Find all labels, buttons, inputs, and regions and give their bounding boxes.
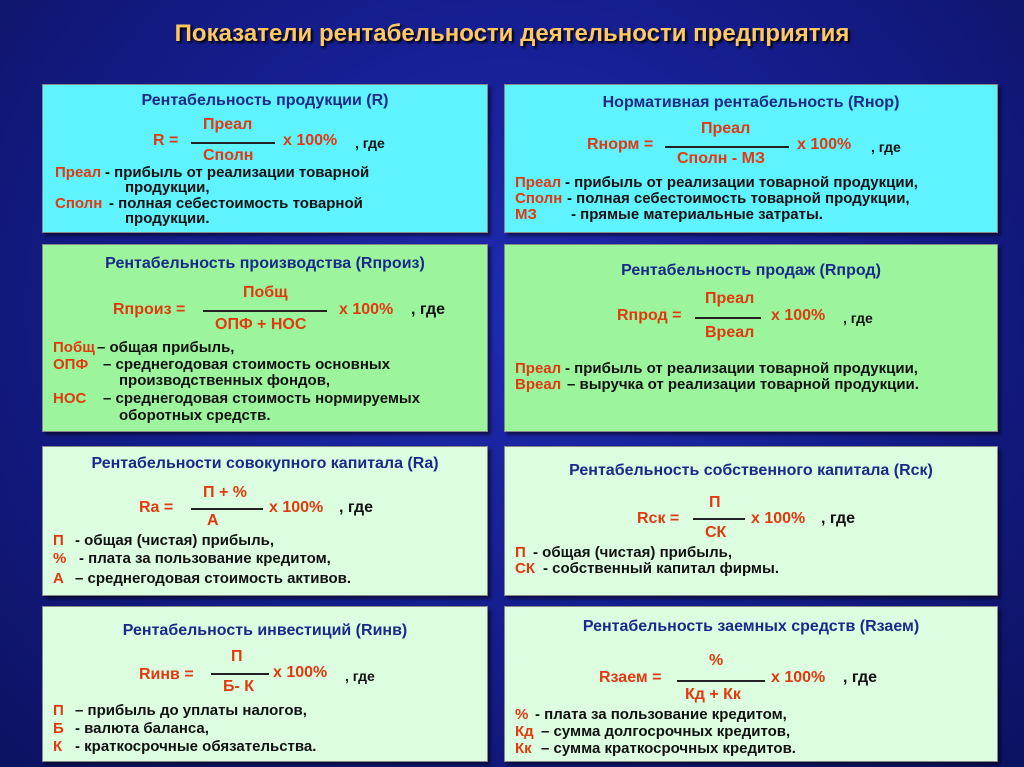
- def-text: - полная себестоимость товарной: [109, 195, 363, 212]
- def-text: продукции,: [125, 179, 210, 196]
- def-text: - валюта баланса,: [75, 720, 209, 737]
- formula-where: , где: [345, 668, 375, 684]
- def-text: - общая (чистая) прибыль,: [533, 544, 732, 561]
- def-symbol: Преал: [55, 164, 102, 181]
- card-total-capital-profitability: [42, 446, 488, 596]
- fraction-bar: [695, 317, 761, 319]
- def-text: - прибыль от реализации товарной продукции,: [565, 174, 918, 191]
- fraction-bar: [211, 673, 269, 675]
- formula-numerator: Преал: [701, 120, 751, 137]
- card-equity-profitability: [504, 446, 998, 596]
- def-symbol: НОС: [53, 390, 87, 407]
- formula-where: , где: [843, 310, 873, 326]
- card-production-profitability: [42, 244, 488, 432]
- def-text: оборотных средств.: [119, 407, 271, 424]
- def-symbol: Сполн: [515, 190, 563, 207]
- def-symbol: Кк: [515, 740, 532, 757]
- fraction-bar: [191, 508, 263, 510]
- formula-where: , где: [871, 139, 901, 155]
- formula-denominator: Сполн - МЗ: [677, 150, 765, 167]
- def-text: - собственный капитал фирмы.: [543, 560, 780, 577]
- def-text: – прибыль до уплаты налогов,: [75, 702, 307, 719]
- formula-where: , где: [339, 499, 373, 516]
- formula-multiplier: х 100%: [273, 664, 328, 681]
- def-symbol: %: [515, 706, 529, 723]
- formula-numerator: П: [231, 648, 243, 665]
- page-title: Показатели рентабельности деятельности предприятия: [174, 20, 850, 47]
- def-text: продукции.: [125, 210, 210, 227]
- formula-denominator: Вреал: [705, 324, 755, 341]
- formula-numerator: Преал: [705, 290, 755, 307]
- formula-multiplier: х 100%: [751, 510, 806, 527]
- def-symbol: Кд: [515, 723, 534, 740]
- formula-where: , где: [821, 510, 855, 527]
- def-symbol: П: [515, 544, 526, 561]
- formula-multiplier: х 100%: [283, 132, 338, 149]
- def-symbol: %: [53, 550, 67, 567]
- def-text: – общая прибыль,: [97, 339, 235, 356]
- formula-numerator: П + %: [203, 484, 247, 501]
- def-text: - прибыль от реализации товарной: [105, 164, 370, 181]
- def-symbol: Вреал: [515, 376, 562, 393]
- card-sales-profitability: [504, 244, 998, 432]
- def-text: - плата за пользование кредитом,: [535, 706, 787, 723]
- def-symbol: А: [53, 570, 64, 587]
- card-title: Рентабельность собственного капитала (Rск): [569, 462, 933, 479]
- card-title: Рентабельность инвестиций (Rинв): [122, 622, 408, 639]
- def-symbol: Сполн: [55, 195, 103, 212]
- def-text: - прибыль от реализации товарной продукции,: [565, 360, 918, 377]
- formula-lhs: R =: [153, 132, 179, 149]
- formula-lhs: Rпроиз =: [113, 301, 186, 318]
- formula-lhs: Rинв =: [139, 666, 194, 683]
- def-symbol: П: [53, 702, 64, 719]
- def-text: - полная себестоимость товарной продукции,: [567, 190, 910, 207]
- def-text: производственных фондов,: [119, 372, 331, 389]
- def-symbol: ОПФ: [53, 356, 89, 373]
- def-text: – сумма краткосрочных кредитов.: [541, 740, 796, 757]
- def-text: – среднегодовая стоимость нормируемых: [103, 390, 421, 407]
- fraction-bar: [665, 146, 789, 148]
- card-title: Рентабельность производства (Rпроиз): [105, 255, 425, 272]
- formula-lhs: Rпрод =: [617, 307, 682, 324]
- card-investment-profitability: [42, 606, 488, 762]
- fraction-bar: [191, 142, 275, 144]
- formula-multiplier: х 100%: [797, 136, 852, 153]
- formula-where: , где: [355, 135, 385, 151]
- def-text: - общая (чистая) прибыль,: [75, 532, 274, 549]
- formula-where: , где: [411, 301, 445, 318]
- def-text: – сумма долгосрочных кредитов,: [541, 723, 791, 740]
- formula-denominator: ОПФ + НОС: [215, 316, 307, 333]
- formula-multiplier: х 100%: [269, 499, 324, 516]
- formula-multiplier: х 100%: [339, 301, 394, 318]
- card-title: Рентабельность продукции (R): [141, 92, 389, 109]
- formula-lhs: Rнорм =: [587, 136, 654, 153]
- formula-multiplier: х 100%: [771, 307, 826, 324]
- def-text: – выручка от реализации товарной продукции.: [567, 376, 919, 393]
- def-text: - краткосрочные обязательства.: [75, 738, 317, 755]
- fraction-bar: [677, 680, 765, 682]
- fraction-bar: [203, 310, 327, 312]
- def-symbol: П: [53, 532, 64, 549]
- card-normative-profitability: [504, 84, 998, 233]
- def-symbol: СК: [515, 560, 535, 577]
- def-symbol: МЗ: [515, 206, 537, 223]
- card-borrowed-funds-profitability: [504, 606, 998, 762]
- card-title: Рентабельность продаж (Rпрод): [621, 262, 881, 279]
- card-product-profitability: [42, 84, 488, 233]
- card-title: Рентабельность заемных средств (Rзаем): [582, 618, 920, 635]
- formula-denominator: Б- К: [223, 678, 255, 695]
- fraction-bar: [693, 518, 745, 520]
- formula-denominator: СК: [705, 524, 727, 541]
- def-text: – среднегодовая стоимость активов.: [75, 570, 352, 587]
- formula-where: , где: [843, 669, 877, 686]
- formula-numerator: П: [709, 494, 721, 511]
- formula-lhs: Rск =: [637, 510, 680, 527]
- formula-denominator: Сполн: [203, 147, 254, 164]
- formula-denominator: А: [207, 512, 219, 529]
- formula-numerator: %: [709, 652, 724, 669]
- formula-numerator: Преал: [203, 116, 253, 133]
- def-symbol: К: [53, 738, 63, 755]
- formula-denominator: Кд + Кк: [685, 686, 741, 703]
- def-text: – среднегодовая стоимость основных: [103, 356, 391, 373]
- def-symbol: Преал: [515, 174, 562, 191]
- formula-lhs: Rзаем =: [599, 669, 662, 686]
- def-symbol: Б: [53, 720, 64, 737]
- def-symbol: Побщ: [53, 339, 95, 356]
- def-text: - плата за пользование кредитом,: [79, 550, 331, 567]
- card-title: Нормативная рентабельность (Rнор): [602, 94, 900, 111]
- formula-numerator: Побщ: [243, 284, 288, 301]
- formula-lhs: Ra =: [139, 499, 174, 516]
- def-symbol: Преал: [515, 360, 562, 377]
- def-text: - прямые материальные затраты.: [571, 206, 823, 223]
- formula-multiplier: х 100%: [771, 669, 826, 686]
- card-title: Рентабельности совокупного капитала (Ra): [91, 455, 439, 472]
